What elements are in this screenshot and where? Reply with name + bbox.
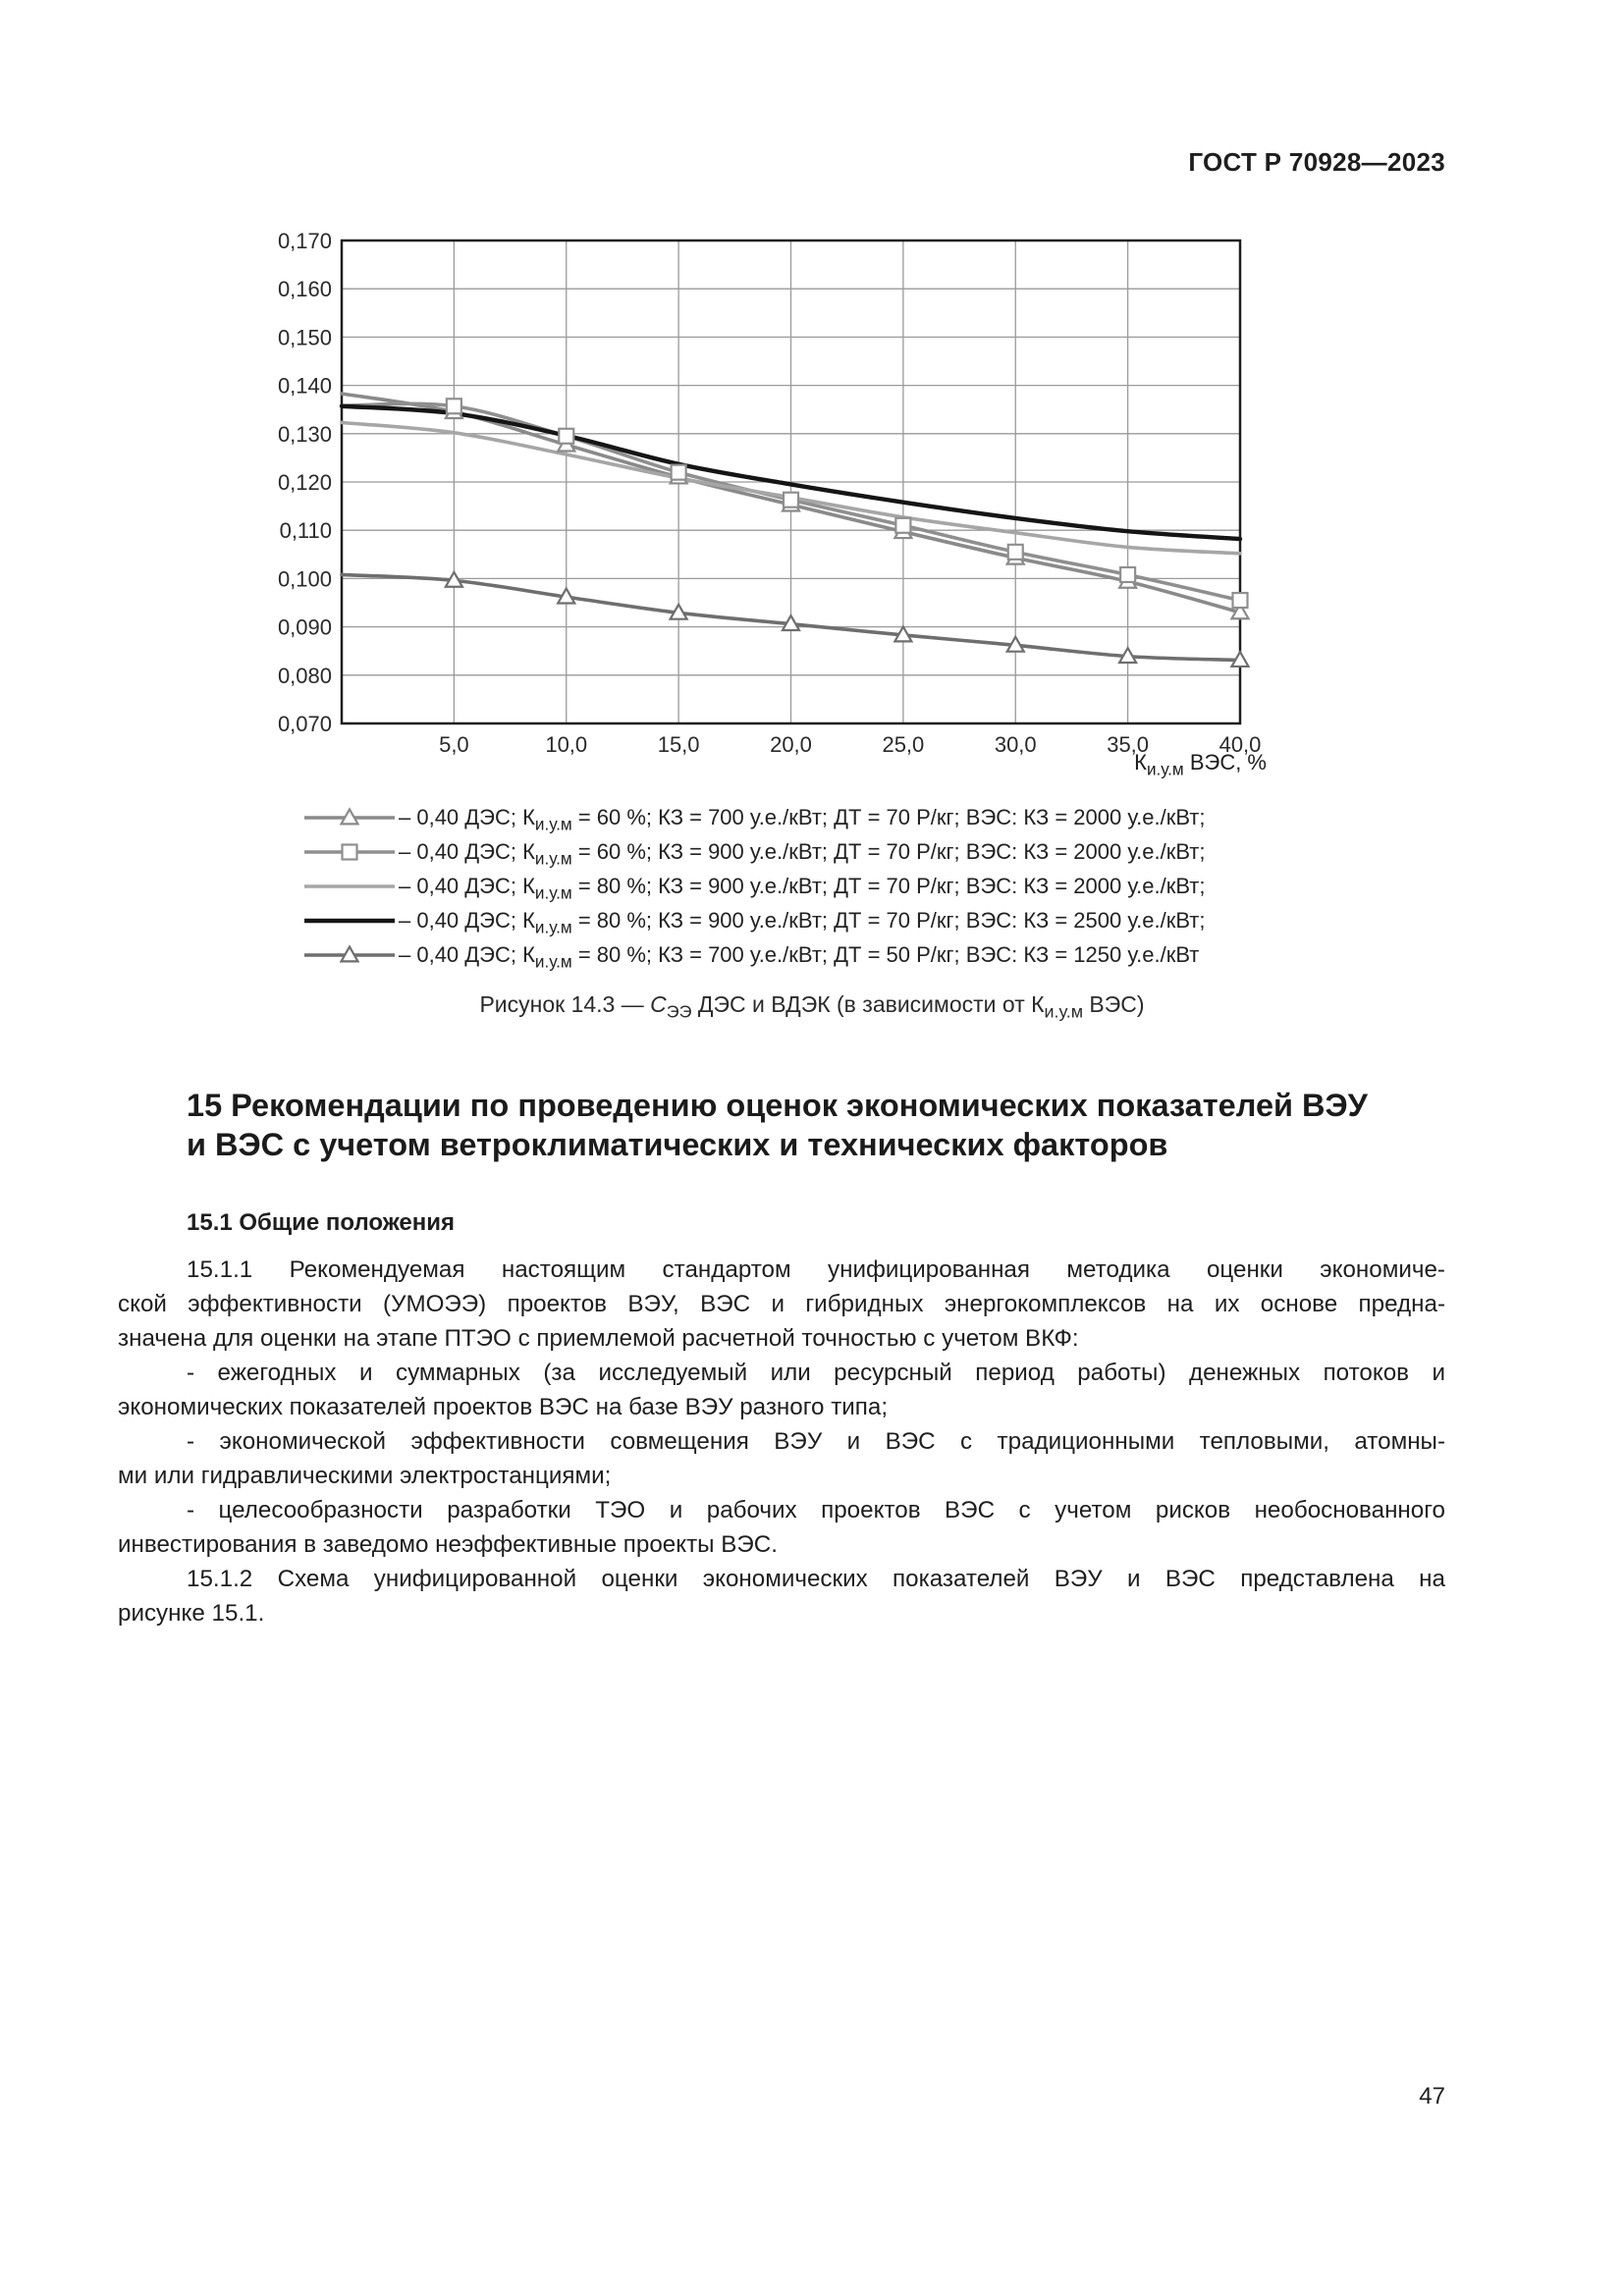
x-axis-title-suffix: ВЭС, %: [1183, 750, 1267, 774]
y-tick-label: 0,080: [277, 663, 332, 688]
y-tick-label: 0,140: [277, 373, 332, 399]
text-line: ми или гидравлическими электростанциями;: [118, 1463, 612, 1489]
y-tick-label: 0,100: [277, 566, 332, 592]
figure-caption: Рисунок 14.3 — $С_{ЭЭ}$ ДЭС и ВДЭК (в зависимости от $К_{и.у.м}$ ВЭС): [479, 991, 1145, 1022]
data-point-s2: [559, 429, 573, 444]
x-axis-title: [982, 750, 1267, 779]
legend-label: – 0,40 ДЭС; $К_{и.у.м} = 80$ %; КЗ = 900 у.е./кВт; ДТ = 70 Р/кг; ВЭС: КЗ = 2000 у.е./кВт;: [399, 874, 1206, 903]
subsection-heading: 15.1 Общие положения: [187, 1209, 456, 1236]
paragraph-15-1-1: [118, 1253, 1445, 1356]
text-line: экономических показателей проектов ВЭС на базе ВЭУ разного типа;: [118, 1394, 889, 1420]
x-tick-label: 35,0: [1107, 732, 1150, 757]
legend-item-s5: [304, 939, 1345, 971]
x-tick-label: 20,0: [770, 732, 812, 757]
legend-sample-s5: [304, 939, 395, 971]
x-tick-label: 40,0: [1218, 732, 1262, 757]
legend-item-s3: [304, 871, 1345, 902]
text-line: - ежегодных и суммарных (за исследуемый или ресурсный период работы) денежных потоков и: [187, 1360, 1445, 1386]
y-tick-label: 0,170: [277, 229, 332, 253]
y-tick-label: 0,090: [277, 614, 332, 640]
legend-sample-s1: [304, 802, 395, 833]
paragraph-list-item-1: [118, 1356, 1445, 1424]
y-tick-label: 0,160: [277, 277, 332, 302]
paragraph-list-item-2: [118, 1424, 1445, 1493]
section-heading: [187, 1086, 1453, 1164]
x-axis-title-subscript: и.у.м: [1146, 759, 1184, 779]
y-axis-ticks: [278, 229, 332, 736]
y-tick-label: 0,130: [277, 421, 332, 447]
legend-sample-s2: [304, 836, 395, 868]
x-tick-label: 5,0: [439, 732, 469, 757]
data-point-s2: [784, 493, 798, 507]
chart-grid: [342, 240, 1240, 723]
text-line: рисунке 15.1.: [118, 1600, 265, 1627]
legend-label: – 0,40 ДЭС; $К_{и.у.м} = 80$ %; КЗ = 900 у.е./кВт; ДТ = 70 Р/кг; ВЭС: КЗ = 2500 у.е./кВт;: [399, 908, 1206, 937]
y-tick-label: 0,150: [277, 325, 332, 350]
legend-label: – 0,40 ДЭС; $К_{и.у.м} = 60$ %; КЗ = 700 у.е./кВт; ДТ = 70 Р/кг; ВЭС: КЗ = 2000 у.е./кВт;: [399, 805, 1206, 834]
paragraph-15-1-2: [118, 1562, 1445, 1630]
line-chart: [0, 0, 1624, 982]
x-tick-label: 15,0: [657, 732, 700, 757]
legend-label: – 0,40 ДЭС; $К_{и.у.м} = 60$ %; КЗ = 900 у.е./кВт; ДТ = 70 Р/кг; ВЭС: КЗ = 2000 у.е./кВт;: [399, 839, 1206, 869]
legend-label: – 0,40 ДЭС; $К_{и.у.м} = 80$ %; КЗ = 700 у.е./кВт; ДТ = 50 Р/кг; ВЭС: КЗ = 1250 у.е./кВт: [399, 942, 1200, 972]
data-point-s2: [672, 465, 686, 480]
legend-item-s2: [304, 836, 1345, 868]
legend-item-s1: [304, 802, 1345, 833]
legend-sample-s4: [304, 905, 395, 936]
text-line: ской эффективности (УМОЭЭ) проектов ВЭУ, ВЭС и гибридных энергокомплексов на их основе предна-: [118, 1291, 1445, 1317]
text-line: инвестирования в заведомо неэффективные проекты ВЭС.: [118, 1531, 778, 1558]
y-tick-label: 0,070: [277, 712, 332, 736]
data-point-s2: [1233, 593, 1248, 608]
data-point-s2: [447, 399, 461, 413]
section-heading-line: и ВЭС с учетом ветроклиматических и технических факторов: [187, 1127, 1168, 1162]
document-code-header: ГОСТ Р 70928—2023: [1188, 147, 1445, 177]
x-axis-title-main: К: [1134, 750, 1147, 774]
legend-marker-s2: [343, 845, 357, 860]
legend-item-s4: [304, 905, 1345, 936]
section-heading-line: 15 Рекомендации по проведению оценок экономических показателей ВЭУ: [187, 1088, 1368, 1123]
paragraph-list-item-3: [118, 1493, 1445, 1562]
text-line: 15.1.1 Рекомендуемая настоящим стандартом унифицированная методика оценки экономиче-: [187, 1256, 1445, 1283]
text-line: 15.1.2 Схема унифицированной оценки экономических показателей ВЭУ и ВЭС представлена на: [187, 1566, 1445, 1592]
text-line: - экономической эффективности совмещения ВЭУ и ВЭС с традиционными тепловыми, атомны-: [187, 1428, 1445, 1455]
x-tick-label: 30,0: [994, 732, 1037, 757]
data-point-s2: [895, 518, 910, 533]
y-tick-label: 0,110: [279, 518, 332, 544]
y-tick-label: 0,120: [277, 470, 332, 495]
text-line: - целесообразности разработки ТЭО и рабочих проектов ВЭС с учетом рисков необоснованного: [187, 1497, 1445, 1523]
text-line: значена для оценки на этапе ПТЭО с приемлемой расчетной точностью с учетом ВКФ:: [118, 1325, 1079, 1352]
page-number: 47: [1419, 2083, 1445, 2109]
x-tick-label: 10,0: [545, 732, 588, 757]
data-point-s2: [1008, 545, 1023, 560]
data-point-s2: [1120, 567, 1135, 582]
legend-sample-s3: [304, 871, 395, 902]
x-tick-label: 25,0: [882, 732, 925, 757]
